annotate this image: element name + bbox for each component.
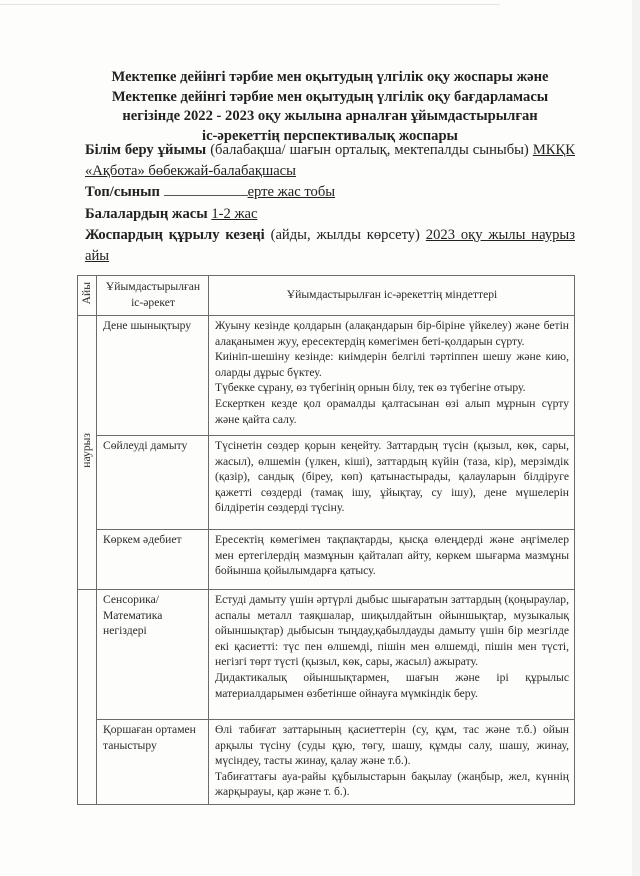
scan-edge-line	[0, 4, 500, 5]
title-line-1: Мектепке дейінгі тәрбие мен оқытудың үлгілік оқу жоспары және	[111, 69, 549, 85]
activity-cell: Дене шынықтыру	[97, 316, 209, 436]
group-label: Топ/сынып	[85, 184, 160, 201]
title-line-4: іс-әрекеттің перспективалық жоспары	[202, 127, 458, 144]
month-cell	[78, 590, 97, 805]
title-line-2: Мектепке дейінгі тәрбие мен оқытудың үлгілік оқу бағдарламасы	[111, 88, 549, 105]
period-value: 2023 оқу жылы наурыз айы	[85, 226, 575, 265]
age-value: 1-2 жас	[211, 205, 258, 222]
table-row	[78, 720, 575, 805]
tasks-cell: Жуыну кезінде қолдарын (алақандарын бір-біріне үйкелеу) және бетін алақанымен жуу, ересектердің көмегімен беті-қолдарын сүрту. Киініп-шешіну кезінде: киімдерін белгілі тәртіппен шешу және кию, оларды дұрыс бүктеу. Түбекке сұрану, өз түбегінің орнын білу, тек өз түбегіне отыру. Ескерткен кезде қол орамалды қалтасынан өзі алып мұрнын сүрту және қайта салу.	[209, 316, 575, 436]
document-meta	[85, 140, 575, 267]
activity-cell: Қоршаған ортамен таныстыру	[97, 720, 209, 805]
tasks-cell: Ересектің көмегімен тақпақтарды, қысқа өлеңдерді және әңгімелер мен ертегілердің мазмұнын қайталап айту, көркем шығарма мазмұны бойынша қойылымдарға қатысу.	[209, 530, 575, 590]
org-hint: (балабақша/ шағын орталық, мектепалды сыныбы)	[206, 142, 533, 158]
plan-table	[77, 275, 575, 805]
header-tasks: Ұйымдастырылған іс-әрекеттің міндеттері	[209, 276, 575, 316]
org-line	[85, 140, 575, 182]
group-value: ерте жас тобы	[247, 184, 336, 201]
activity-cell: Көркем әдебиет	[97, 530, 209, 590]
activity-cell: Сенсорика/ Математика негіздері	[97, 590, 209, 720]
org-label: Білім беру ұйымы	[85, 142, 207, 158]
tasks-cell: Түсінетін сөздер қорын кеңейту. Заттардың түсін (қызыл, көк, сары, жасыл), өлшемін (үлкен, кіші), заттардың күйін (таза, кір), мерзімдік (қазір), сандық (біреу, көп) қатынастырады, қалауларын білдіруге қажетті сөздерді (тамақ ішу, ұйықтау, су ішу), дене мүшелерін білдіретін сөздерді түсіну.	[209, 436, 575, 530]
tasks-cell: Естуді дамыту үшін әртүрлі дыбыс шығаратын заттардың (қоңыраулар, аспалы металл таяқшалар, шиқылдайтын ойыншықтар, музыкалық ойыншықтар) дыбысын тыңдау,қабылдауды дамыту үшін бір мезгілде екі қасиетті: түс пен өлшемді, пішін мен өлшемді, пішін мен түсті, негізгі төрт түсті (қызыл, көк, сары, жасыл) ажырату. Дидактикалық ойыншықтармен, шағын және ірі құрылыс материалдарымен өзбетінше ойнауға мүмкіндік беру.	[209, 590, 575, 720]
month-cell: наурыз	[78, 316, 97, 590]
scan-right-margin	[632, 0, 640, 876]
header-activity: Ұйымдастырылған іс-әрекет	[97, 276, 209, 316]
period-hint: (айды, жылды көрсету)	[264, 226, 426, 243]
table-row	[78, 590, 575, 720]
tasks-cell: Өлі табиғат заттарының қасиеттерін (су, құм, тас және т.б.) ойын арқылы түсіну (суды құю, төгу, шашу, құмды салу, шашу, жинау, мүсіндеу, тасты жинау, қалау және т.б.). Табиғаттағы ауа-райы құбылыстарын бақылау (жаңбыр, жел, күннің жарқырауы, қар және т. б.).	[209, 720, 575, 805]
group-line	[85, 182, 575, 203]
table-row	[78, 530, 575, 590]
activity-cell: Сөйлеуді дамыту	[97, 436, 209, 530]
table-row	[78, 436, 575, 530]
period-line	[85, 225, 575, 267]
table-header-row	[78, 276, 575, 316]
header-month: Айы	[78, 276, 97, 316]
table-row	[78, 316, 575, 436]
group-blank	[164, 183, 248, 196]
title-line-3: негізінде 2022 - 2023 оқу жылына арналған ұйымдастырылған	[122, 108, 538, 124]
period-label: Жоспардың құрылу кезеңі	[85, 226, 265, 243]
document-title	[80, 68, 580, 146]
org-value: МКҚК «Ақбота» бөбекжай-балабақшасы	[85, 142, 575, 180]
age-line	[85, 204, 575, 225]
age-label: Балалардың жасы	[85, 205, 208, 222]
